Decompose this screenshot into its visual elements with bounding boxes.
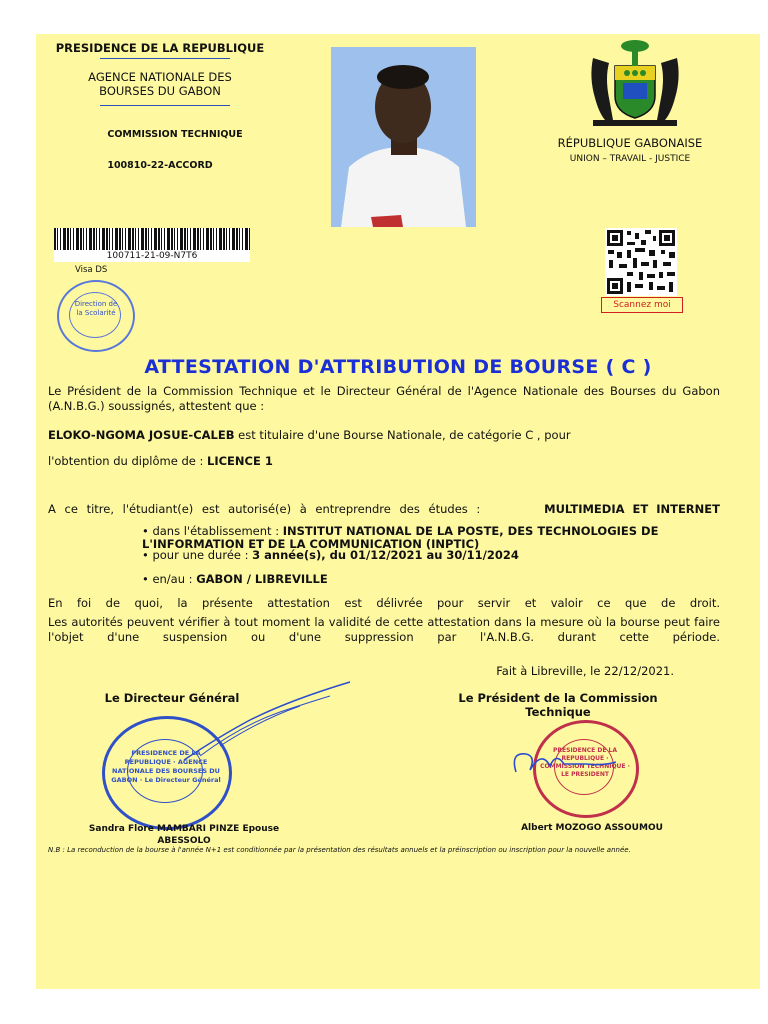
barcode <box>54 228 250 250</box>
coat-of-arms-icon <box>585 38 685 130</box>
scan-me-label: Scannez moi <box>601 297 683 313</box>
president-stamp: PRESIDENCE DE LA REPUBLIQUE · COMMISSION TECHNIQUE · LE PRESIDENT <box>533 720 639 818</box>
president-name: Albert MOZOGO ASSOUMOU <box>521 823 663 833</box>
study-location: GABON / LIBREVILLE <box>196 572 328 586</box>
divider <box>100 105 230 106</box>
field-of-study: MULTIMEDIA ET INTERNET <box>544 502 720 516</box>
institution-line: • dans l'établissement : INSTITUT NATIONAL DE LA POSTE, DES TECHNOLOGIES DE L'INFORMATION ET DE LA COMMUNICATION (INPTIC) <box>142 524 659 551</box>
country-name: RÉPUBLIQUE GABONAISE <box>557 136 703 150</box>
holder-name: ELOKO-NGOMA JOSUE-CALEB <box>48 428 235 442</box>
holder-line: ELOKO-NGOMA JOSUE-CALEB est titulaire d'une Bourse Nationale, de catégorie C , pour <box>48 428 571 442</box>
accord-number: 100810-22-ACCORD <box>107 160 213 171</box>
director-name: Sandra Flore MAMBARI PINZE Epouse ABESSOLO <box>88 824 280 846</box>
location-line: • en/au : GABON / LIBREVILLE <box>142 572 328 586</box>
duration-line: • pour une durée : 3 année(s), du 01/12/2021 au 30/11/2024 <box>142 548 519 562</box>
director-stamp: PRESIDENCE DE LA REPUBLIQUE · AGENCE NATIONALE DES BOURSES DU GABON · Le Directeur Général <box>102 716 232 830</box>
president-title: Le Président de la Commission Technique <box>458 691 658 719</box>
study-duration: 3 année(s), du 01/12/2021 au 30/11/2024 <box>252 548 519 562</box>
intro-text: Le Président de la Commission Technique et le Directeur Général de l'Agence Nationale des Bourses du Gabon (A.N.B.G.) soussignés, attestent que : <box>48 384 720 413</box>
scolarite-stamp: Direction de la Scolarité <box>57 280 135 352</box>
warning-text: Les autorités peuvent vérifier à tout moment la validité de cette attestation dans la mesure où la bourse peut faire l'objet d'une suspension ou d'une suppression par l'A.N.B.G. durant cette période. <box>48 615 720 644</box>
visa-label: Visa DS <box>75 265 108 275</box>
director-signature <box>180 676 360 766</box>
qr-code[interactable] <box>605 228 677 296</box>
diploma-name: LICENCE 1 <box>207 454 273 468</box>
director-title: Le Directeur Général <box>104 691 240 705</box>
institution-name: INSTITUT NATIONAL DE LA POSTE, DES TECHNOLOGIES DE L'INFORMATION ET DE LA COMMUNICATION (INPTIC) <box>142 524 659 551</box>
barcode-text: 100711-21-09-N7T6 <box>54 250 250 262</box>
commission-label: COMMISSION TECHNIQUE <box>107 129 243 140</box>
divider <box>100 58 230 59</box>
presidency-heading: PRESIDENCE DE LA REPUBLIQUE <box>55 41 265 55</box>
agency-name: AGENCE NATIONALE DES BOURSES DU GABON <box>88 70 232 98</box>
footnote: N.B : La reconduction de la bourse à l'année N+1 est conditionnée par la présentation des résultats annuels et la préinscription ou inscription pour la nouvelle année. <box>48 846 631 854</box>
president-signature <box>506 742 626 782</box>
studies-line: A ce titre, l'étudiant(e) est autorisé(e) à entreprendre des études : MULTIMEDIA ET INTERNET <box>48 502 720 516</box>
diploma-line: l'obtention du diplôme de : LICENCE 1 <box>48 454 273 468</box>
place-date: Fait à Libreville, le 22/12/2021. <box>496 664 674 678</box>
country-motto: UNION – TRAVAIL - JUSTICE <box>569 154 691 164</box>
student-photo <box>331 47 476 227</box>
closing-text: En foi de quoi, la présente attestation est délivrée pour servir et valoir ce que de droit. <box>48 596 720 610</box>
document-title: ATTESTATION D'ATTRIBUTION DE BOURSE ( C ) <box>144 356 652 378</box>
